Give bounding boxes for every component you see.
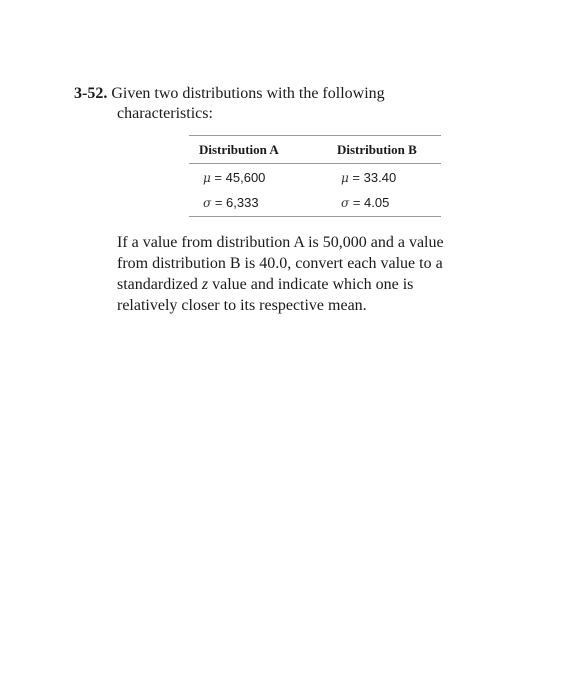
question-line4: relatively closer to its respective mean. [117,297,367,314]
mean-a-cell [189,164,331,188]
mean-b-cell [331,164,441,188]
question-line2: from distribution B is 40.0, convert each value to a [117,255,443,272]
equals-sign: = [348,170,364,185]
z-variable: z [201,276,209,293]
table-bottom-rule [189,216,441,217]
distribution-table-body [189,164,441,216]
sigma-symbol: σ [203,196,212,210]
problem-intro-line1: Given two distributions with the following [111,85,385,102]
equals-sign: = [349,195,365,210]
question-line1: If a value from distribution A is 50,000 and a value [117,234,444,251]
problem-intro [74,84,494,124]
distribution-table-grid [189,136,441,163]
table-header-row [189,136,441,163]
mu-symbol: μ [203,171,211,185]
problem-statement [74,84,494,124]
stddev-a-cell [189,188,331,216]
problem-number: 3-52. [74,85,108,102]
header-distribution-b: Distribution B [337,142,417,157]
question-line3-pre: standardized [117,276,202,293]
table-row-stddev [189,188,441,216]
question-line3-post: value and indicate which one is [208,276,414,293]
stddev-b-cell [331,188,441,216]
equals-sign: = [210,170,226,185]
distribution-table [189,135,441,217]
sigma-symbol: σ [341,196,350,210]
stddev-b-value: 4.05 [364,195,390,210]
stddev-a-value: 6,333 [226,195,259,210]
table-row-mean [189,164,441,188]
mean-b-value: 33.40 [363,170,397,185]
mean-a-value: 45,600 [225,170,266,185]
header-distribution-a: Distribution A [199,142,279,157]
mu-symbol: μ [341,171,349,185]
problem-question [117,232,517,316]
problem-intro-line2: characteristics: [117,105,213,122]
equals-sign: = [211,195,227,210]
